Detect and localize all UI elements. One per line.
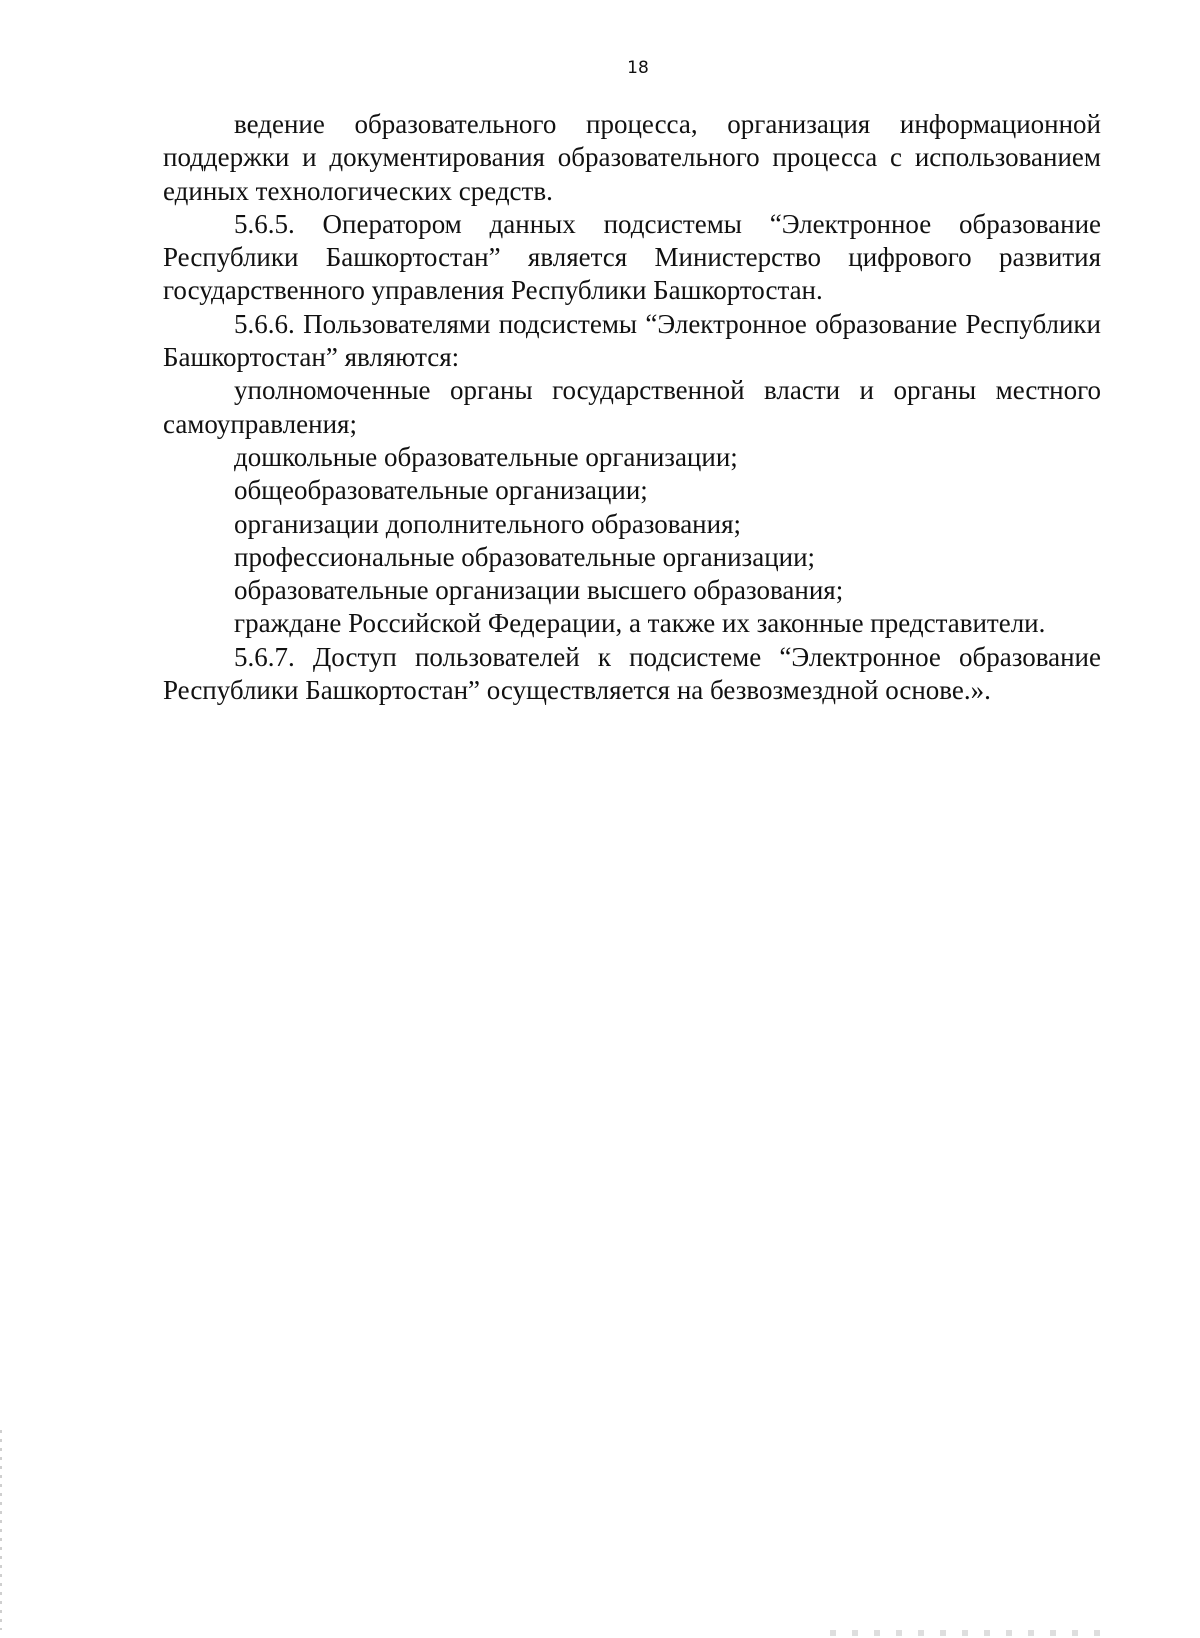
list-item: профессиональные образовательные организации; [234,541,816,572]
paragraph-continuation: ведение образовательного процесса, организация информационной поддержки и документирования образовательного процесса с использованием единых технологических средств. [163,109,1101,206]
page-number: 18 [627,58,649,78]
paragraph-5-6-5: 5.6.5. Оператором данных подсистемы “Электронное образование Республики Башкортостан” является Министерство цифрового развития государственного управления Республики Башкортостан. [163,208,1101,306]
document-body [163,108,1101,707]
list-item: граждане Российской Федерации, а также их законные представители. [234,608,1046,639]
list-item: дошкольные образовательные организации; [234,441,738,472]
list-item: организации дополнительного образования; [234,508,742,539]
paragraph-5-6-6: 5.6.6. Пользователями подсистемы “Электронное образование Республики Башкортостан” являются: [163,308,1101,373]
list-item: уполномоченные органы государственной власти и органы местного самоуправления; [163,375,1101,439]
list-item: общеобразовательные организации; [234,475,648,506]
paragraph-5-6-7: 5.6.7. Доступ пользователей к подсистеме “Электронное образование Республики Башкортостан” осуществляется на безвозмездной основе.». [163,641,1101,706]
list-item: образовательные организации высшего образования; [234,575,844,606]
scan-edge-artifact [0,1430,2,1630]
scan-bottom-artifact [830,1630,1110,1636]
